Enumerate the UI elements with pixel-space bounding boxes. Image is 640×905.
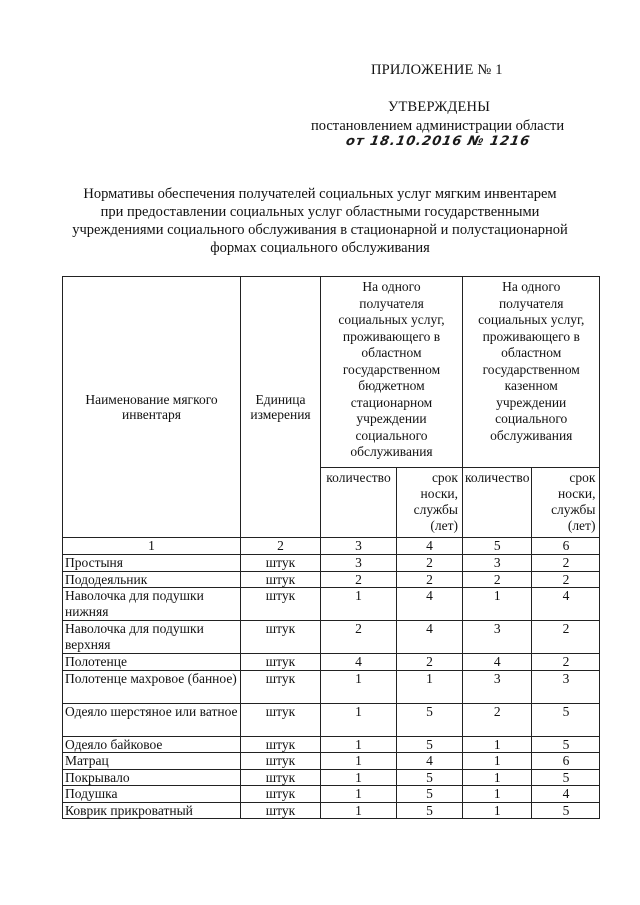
item-term-state: 5 bbox=[532, 703, 600, 736]
item-term-state: 4 bbox=[532, 786, 600, 803]
item-name: Одеяло байковое bbox=[63, 736, 241, 753]
table-row bbox=[63, 670, 600, 703]
table-row bbox=[63, 753, 600, 770]
inventory-table bbox=[62, 276, 600, 819]
item-term-budget: 4 bbox=[397, 621, 463, 654]
item-term-state: 5 bbox=[532, 736, 600, 753]
table-row bbox=[63, 654, 600, 671]
item-term-state: 5 bbox=[532, 769, 600, 786]
col-number: 2 bbox=[241, 538, 321, 555]
table-row bbox=[63, 736, 600, 753]
title-line-3: учреждениями социального обслуживания в стационарной и полустационарной bbox=[72, 222, 568, 238]
handwritten-signature: от 18.10.2016 № 1216 bbox=[344, 134, 532, 149]
header-unit: Единица измерения bbox=[241, 277, 321, 538]
item-quantity-budget: 1 bbox=[321, 670, 397, 703]
item-quantity-state: 1 bbox=[463, 802, 532, 819]
item-term-state: 2 bbox=[532, 621, 600, 654]
item-unit: штук bbox=[241, 670, 321, 703]
item-unit: штук bbox=[241, 621, 321, 654]
item-term-state: 2 bbox=[532, 555, 600, 572]
header-quantity-2: количество bbox=[463, 468, 532, 538]
item-name: Наволочка для подушки верхняя bbox=[63, 621, 241, 654]
item-term-budget: 2 bbox=[397, 571, 463, 588]
col-number: 3 bbox=[321, 538, 397, 555]
table-row bbox=[63, 571, 600, 588]
item-unit: штук bbox=[241, 703, 321, 736]
header-budget-group: На одного получателя социальных услуг, проживающего в областном государственном бюджетном стационарном учреждении социального обслуживания bbox=[321, 277, 463, 468]
item-unit: штук bbox=[241, 571, 321, 588]
item-quantity-budget: 3 bbox=[321, 555, 397, 572]
item-unit: штук bbox=[241, 736, 321, 753]
item-quantity-state: 2 bbox=[463, 571, 532, 588]
item-quantity-state: 3 bbox=[463, 621, 532, 654]
item-term-state: 5 bbox=[532, 802, 600, 819]
item-name: Подушка bbox=[63, 786, 241, 803]
item-name: Полотенце bbox=[63, 654, 241, 671]
item-quantity-state: 4 bbox=[463, 654, 532, 671]
item-name: Полотенце махровое (банное) bbox=[63, 670, 241, 703]
item-term-budget: 4 bbox=[397, 588, 463, 621]
item-quantity-budget: 1 bbox=[321, 736, 397, 753]
column-numbers-row bbox=[63, 538, 600, 555]
decree-line: постановлением администрации области bbox=[311, 118, 565, 134]
item-name: Покрывало bbox=[63, 769, 241, 786]
item-name: Пододеяльник bbox=[63, 571, 241, 588]
item-name: Простыня bbox=[63, 555, 241, 572]
item-term-budget: 5 bbox=[397, 802, 463, 819]
item-term-budget: 4 bbox=[397, 753, 463, 770]
item-quantity-budget: 1 bbox=[321, 769, 397, 786]
item-unit: штук bbox=[241, 786, 321, 803]
item-term-state: 3 bbox=[532, 670, 600, 703]
table-row bbox=[63, 769, 600, 786]
table-row bbox=[63, 802, 600, 819]
item-unit: штук bbox=[241, 753, 321, 770]
item-term-state: 6 bbox=[532, 753, 600, 770]
item-quantity-budget: 1 bbox=[321, 588, 397, 621]
table-row bbox=[63, 703, 600, 736]
item-unit: штук bbox=[241, 654, 321, 671]
item-term-state: 4 bbox=[532, 588, 600, 621]
header-term-1: срок носки, службы (лет) bbox=[397, 468, 463, 538]
item-name: Матрац bbox=[63, 753, 241, 770]
item-quantity-budget: 2 bbox=[321, 621, 397, 654]
col-number: 6 bbox=[532, 538, 600, 555]
col-number: 1 bbox=[63, 538, 241, 555]
item-term-budget: 2 bbox=[397, 654, 463, 671]
item-quantity-budget: 1 bbox=[321, 786, 397, 803]
table-row bbox=[63, 786, 600, 803]
item-quantity-state: 1 bbox=[463, 769, 532, 786]
item-quantity-budget: 2 bbox=[321, 571, 397, 588]
header-term-2: срок носки, службы (лет) bbox=[532, 468, 600, 538]
item-quantity-budget: 1 bbox=[321, 802, 397, 819]
item-quantity-budget: 1 bbox=[321, 703, 397, 736]
item-term-budget: 5 bbox=[397, 703, 463, 736]
item-unit: штук bbox=[241, 769, 321, 786]
item-unit: штук bbox=[241, 588, 321, 621]
item-quantity-state: 1 bbox=[463, 786, 532, 803]
header-state-group: На одного получателя социальных услуг, проживающего в областном государственном казенном учреждении социального обслуживания bbox=[463, 277, 600, 468]
approved-label: УТВЕРЖДЕНЫ bbox=[388, 99, 491, 115]
item-unit: штук bbox=[241, 802, 321, 819]
title-line-1: Нормативы обеспечения получателей социальных услуг мягким инвентарем bbox=[83, 186, 557, 202]
item-term-budget: 5 bbox=[397, 786, 463, 803]
header-quantity-1: количество bbox=[321, 468, 397, 538]
appendix-label: ПРИЛОЖЕНИЕ № 1 bbox=[371, 62, 503, 78]
item-quantity-state: 1 bbox=[463, 588, 532, 621]
item-quantity-state: 3 bbox=[463, 670, 532, 703]
item-quantity-state: 2 bbox=[463, 703, 532, 736]
item-name: Наволочка для подушки нижняя bbox=[63, 588, 241, 621]
header-row bbox=[63, 277, 600, 468]
item-quantity-budget: 1 bbox=[321, 753, 397, 770]
item-quantity-budget: 4 bbox=[321, 654, 397, 671]
item-quantity-state: 3 bbox=[463, 555, 532, 572]
item-term-state: 2 bbox=[532, 571, 600, 588]
table-row bbox=[63, 621, 600, 654]
item-name: Одеяло шерстяное или ватное bbox=[63, 703, 241, 736]
title-line-4: формах социального обслуживания bbox=[210, 240, 430, 256]
item-term-state: 2 bbox=[532, 654, 600, 671]
item-term-budget: 1 bbox=[397, 670, 463, 703]
title-line-2: при предоставлении социальных услуг областными государственными bbox=[100, 204, 540, 220]
item-quantity-state: 1 bbox=[463, 753, 532, 770]
item-term-budget: 5 bbox=[397, 736, 463, 753]
item-unit: штук bbox=[241, 555, 321, 572]
table-row bbox=[63, 555, 600, 572]
document-title bbox=[50, 185, 590, 257]
table-row bbox=[63, 588, 600, 621]
col-number: 5 bbox=[463, 538, 532, 555]
item-name: Коврик прикроватный bbox=[63, 802, 241, 819]
item-term-budget: 5 bbox=[397, 769, 463, 786]
item-term-budget: 2 bbox=[397, 555, 463, 572]
item-quantity-state: 1 bbox=[463, 736, 532, 753]
header-name: Наименование мягкого инвентаря bbox=[63, 277, 241, 538]
col-number: 4 bbox=[397, 538, 463, 555]
